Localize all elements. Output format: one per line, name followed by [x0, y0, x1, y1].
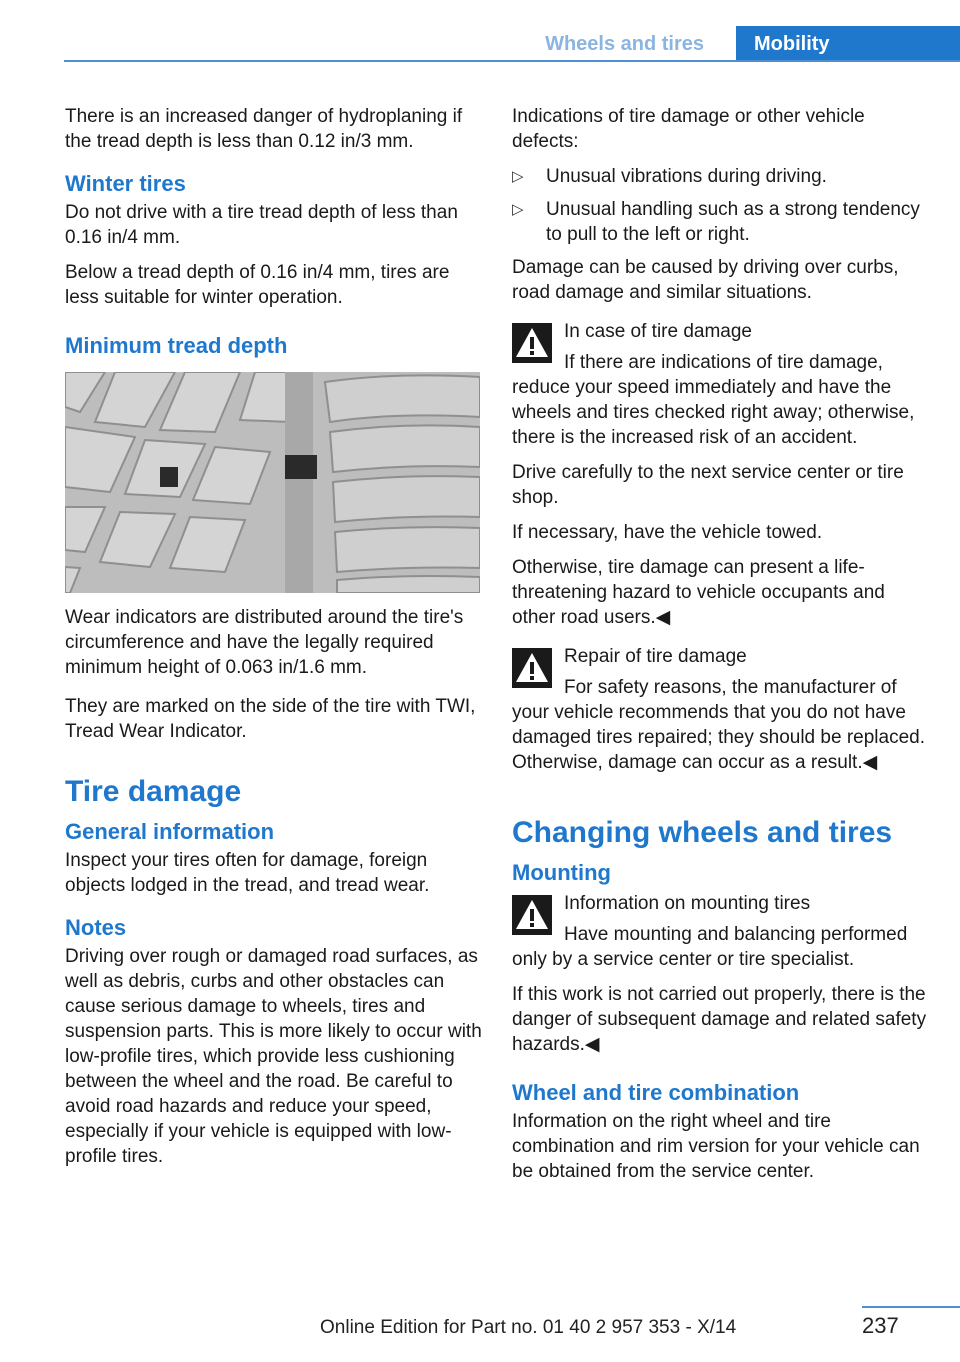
indications-list: [512, 164, 928, 247]
twi-paragraph: They are marked on the side of the tire with TWI, Tread Wear Indicator.: [65, 696, 476, 742]
improper-work-paragraph: If this work is not carried out properly, there is the danger of subsequent damage and related safety hazards.◀: [512, 984, 927, 1055]
otherwise-paragraph: Otherwise, tire damage can present a life-threatening hazard to vehicle occupants and other road users.◀: [512, 557, 885, 628]
warning-title: Repair of tire damage: [564, 646, 747, 667]
triangle-bullet-icon: ▷: [512, 168, 524, 185]
warning-text: For safety reasons, the manufacturer of your vehicle recommends that you do not have damaged tires repaired; they should be replaced. Otherwise, damage can occur as a result.◀: [512, 677, 925, 773]
page-number: 237: [862, 1313, 899, 1338]
left-column: [65, 104, 483, 1179]
drive-carefully-paragraph: Drive carefully to the next service center or tire shop.: [512, 462, 904, 508]
warning-mounting: [512, 891, 928, 972]
heading-wheel-tire-combination: Wheel and tire combination: [512, 1080, 800, 1105]
damage-caused-paragraph: Damage can be caused by driving over curbs, road damage and similar situations.: [512, 257, 899, 303]
header-chapter-tab: Mobility: [736, 26, 960, 62]
triangle-bullet-icon: ▷: [512, 201, 524, 218]
list-item: ▷ Unusual vibrations during driving.: [512, 166, 827, 187]
edition-line: Online Edition for Part no. 01 40 2 957 353 - X/14: [320, 1317, 737, 1338]
heading-changing-wheels: Changing wheels and tires: [512, 816, 893, 849]
heading-mounting: Mounting: [512, 860, 611, 885]
header-rule: [64, 60, 960, 62]
warning-text: If there are indications of tire damage, reduce your speed immediately and have the wheels and tires checked right away; otherwise, there is the increased risk of an accident.: [512, 352, 915, 448]
heading-notes: Notes: [65, 915, 127, 940]
combination-paragraph: Information on the right wheel and tire combination and rim version for your vehicle can be obtained from the service center.: [512, 1111, 920, 1182]
warning-title: Information on mounting tires: [564, 893, 811, 914]
warning-icon: [512, 648, 552, 688]
page-footer: [0, 1290, 960, 1362]
towed-paragraph: If necessary, have the vehicle towed.: [512, 522, 823, 543]
warning-title: In case of tire damage: [564, 321, 752, 342]
footer-rule: [862, 1306, 960, 1308]
warning-icon: [512, 323, 552, 363]
header-section-title: Wheels and tires: [545, 33, 704, 55]
tire-tread-figure: [65, 372, 480, 593]
general-paragraph: Inspect your tires often for damage, foreign objects lodged in the tread, and tread wear.: [65, 850, 430, 896]
winter-paragraph-1: Do not drive with a tire tread depth of less than 0.16 in/4 mm.: [65, 202, 458, 248]
list-item: ▷ Unusual handling such as a strong tendency to pull to the left or right.: [512, 199, 920, 245]
warning-icon: [512, 895, 552, 935]
page-header: [0, 0, 960, 62]
wear-indicators-paragraph: Wear indicators are distributed around the tire's circumference and have the legally required minimum height of 0.063 in/1.6 mm.: [65, 607, 464, 678]
heading-minimum-tread-depth: Minimum tread depth: [65, 333, 288, 358]
right-column: [512, 104, 928, 1194]
warning-tire-damage: [512, 319, 928, 450]
warning-repair: [512, 644, 928, 775]
heading-general-information: General information: [65, 819, 275, 844]
winter-paragraph-2: Below a tread depth of 0.16 in/4 mm, tires are less suitable for winter operation.: [65, 262, 450, 308]
heading-tire-damage: Tire damage: [65, 775, 242, 808]
warning-text: Have mounting and balancing performed only by a service center or tire specialist.: [512, 924, 908, 970]
tire-tread-wear-indicator-illustration: [65, 372, 480, 593]
indications-paragraph: Indications of tire damage or other vehicle defects:: [512, 106, 865, 152]
notes-paragraph: Driving over rough or damaged road surfaces, as well as debris, curbs and other obstacles can cause serious damage to wheels, tires and suspension parts. This is more likely to occur with low-profile tires, which provide less cushioning between the wheel and the road. Be careful to avoid road hazards and reduce your speed, especially if your vehicle is equipped with low-profile tires.: [65, 946, 482, 1167]
heading-winter-tires: Winter tires: [65, 171, 186, 196]
hydroplaning-paragraph: There is an increased danger of hydroplaning if the tread depth is less than 0.12 in/3 mm.: [65, 106, 463, 152]
